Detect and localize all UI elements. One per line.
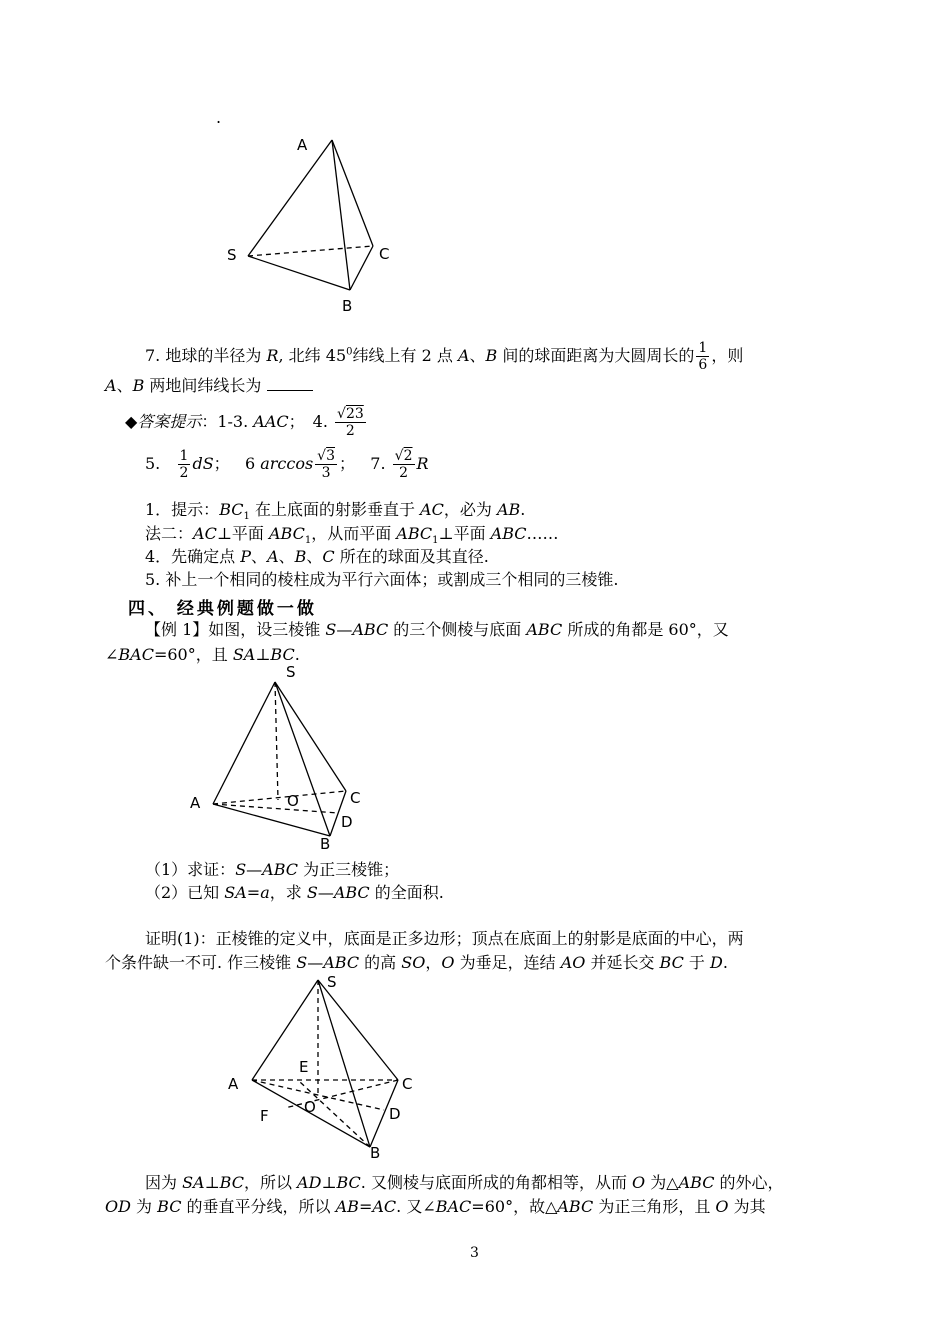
fig1-edge-sb (248, 256, 350, 290)
fig2-edge-sc (275, 682, 346, 791)
fig1-label-a: A (297, 136, 308, 154)
fraction-sqrt3-over-3: $\frac{√3}{3}$ (317, 448, 336, 481)
hint-1: 1．提示：$BC_1$ 在上底面的射影垂直于 AC，必为 AB. (145, 500, 526, 523)
answer-hint-line: ◆答案提示：1-3. AAC； 4. $\frac{√23}{2}$ (125, 406, 364, 439)
proof-line-2: 个条件缺一不可. 作三棱锥 S—ABC 的高 SO，O 为垂足，连结 AO 并延长交 BC 于 D. (105, 953, 728, 972)
fig1-label-c: C (379, 245, 390, 263)
diamond-icon: ◆ (125, 412, 138, 431)
question-2: （2）已知 SA=a，求 S—ABC 的全面积. (145, 883, 444, 902)
fig1-edge-as (248, 140, 332, 256)
fig1-edge-ab (332, 140, 350, 290)
reason-line-2: OD 为 BC 的垂直平分线，所以 AB=AC. 又∠BAC=60°，故△ABC 为正三角形，且 O 为其 (105, 1197, 766, 1216)
fig3-label-b: B (370, 1144, 381, 1162)
fig2-label-s: S (286, 663, 296, 681)
fig2-label-c: C (350, 789, 361, 807)
reason-line-1: 因为 SA⊥BC，所以 AD⊥BC. 又侧棱与底面所成的角都相等，从而 O 为△ABC 的外心， (145, 1173, 784, 1192)
fig2-edge-sa (213, 682, 275, 804)
fig1-edge-cb (350, 246, 373, 290)
fig2-label-b: B (320, 835, 331, 853)
fig3-label-o: O (304, 1098, 316, 1116)
section-heading: 四、 经典例题做一做 (128, 599, 317, 619)
fig3-label-e: E (299, 1058, 309, 1076)
fig3-edge-cf (285, 1080, 398, 1108)
fig1-label-s: S (227, 246, 237, 264)
hint-5: 5. 补上一个相同的棱柱成为平行六面体；或割成三个相同的三棱锥. (145, 570, 619, 589)
question-7-line-1: 7. 地球的半径为 R, 北纬 $45^0$纬线上有 2 点 A、B 间的球面距离为大圆周长的 $\frac{1}{6}$ ，则 (145, 340, 744, 373)
question-7-line-2: A、B 两地间纬线长为 (105, 376, 313, 396)
fig2-edge-ac (213, 791, 346, 804)
fig3-label-f: F (260, 1107, 269, 1125)
answer-blank (267, 376, 313, 391)
fig2-label-a: A (190, 794, 201, 812)
fraction-one-sixth: $\frac{1}{6}$ (698, 340, 708, 373)
fig2-label-d: D (341, 813, 353, 831)
hint-4: 4．先确定点 P、A、B、C 所在的球面及其直径. (145, 547, 489, 566)
hint-method-2: 法二：AC⊥平面 $ABC_1$，从而平面 $ABC_1\perp$平面 ABC…… (145, 524, 559, 547)
fig3-edge-ad (252, 1080, 384, 1110)
fig3-label-a: A (228, 1075, 239, 1093)
fig3-edge-sb (318, 980, 370, 1147)
fig2-edge-ab (213, 804, 330, 836)
proof-line-1: 证明(1)：正棱锥的定义中，底面是正多边形；顶点在底面上的射影是底面的中心，两 (145, 929, 744, 948)
fig2-edge-so (275, 682, 278, 800)
fig1-edge-sc (248, 246, 373, 256)
fig3-label-d: D (389, 1105, 401, 1123)
fig2-edge-sb (275, 682, 330, 836)
answer-hint-line-2: 5. $\frac{1}{2}$ dS； 6 arccos $\frac{√3}{3}$ ； 7. $\frac{√2}{2}$ R (145, 448, 429, 481)
fraction-half: $\frac{1}{2}$ (179, 448, 189, 481)
fig2-edge-ad (213, 804, 338, 813)
example-1-line-2: ∠BAC=60°，且 SA⊥BC. (105, 645, 300, 664)
fig3-edge-sc (318, 980, 398, 1080)
fig3-label-c: C (402, 1075, 413, 1093)
question-1: （1）求证：S—ABC 为正三棱锥； (145, 860, 400, 879)
fraction-sqrt23-over-2: $\frac{√23}{2}$ (337, 406, 364, 439)
fig1-edge-ac (332, 140, 373, 246)
example-1-line-1: 【例 1】如图，设三棱锥 S—ABC 的三个侧棱与底面 ABC 所成的角都是 60°，又 (145, 620, 729, 639)
fig1-label-b: B (342, 297, 353, 315)
fig3-label-s: S (327, 973, 337, 991)
fig2-label-o: O (287, 792, 299, 810)
fraction-sqrt2-over-2: $\frac{√2}{2}$ (394, 448, 413, 481)
stray-dot: . (216, 108, 222, 127)
page-number: 3 (470, 1245, 479, 1261)
